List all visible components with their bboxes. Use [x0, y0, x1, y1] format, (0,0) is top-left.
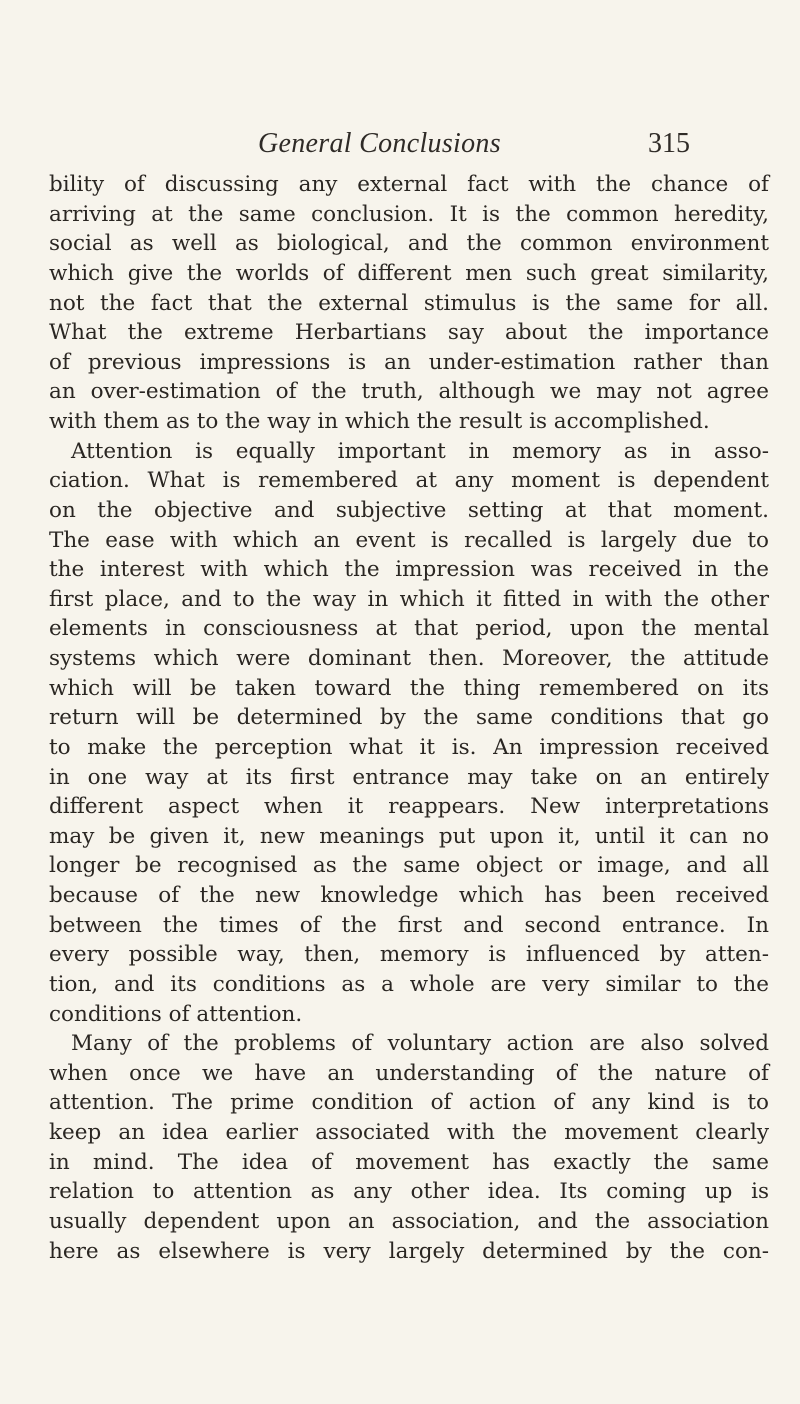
text-line: Attention is equally important in memory as in asso-	[71, 438, 769, 464]
text-line: ciation. What is remembered at any moment is dependent	[49, 468, 769, 494]
text-line: usually dependent upon an association, and the association	[49, 1208, 769, 1234]
text-line: the interest with which the impression was received in the	[49, 557, 769, 583]
body-text	[49, 170, 769, 1266]
page-number: 315	[648, 128, 690, 159]
text-line: when once we have an understanding of the nature of	[49, 1060, 769, 1086]
text-line: with them as to the way in which the result is accomplished.	[49, 409, 710, 434]
text-line: which will be taken toward the thing remembered on its	[49, 675, 769, 701]
text-line: keep an idea earlier associated with the movement clearly	[49, 1120, 769, 1145]
text-line: to make the perception what it is. An impression received	[49, 734, 769, 760]
text-line: return will be determined by the same conditions that go	[49, 705, 769, 731]
text-line: which give the worlds of different men such great similarity,	[49, 260, 769, 286]
text-line: different aspect when it reappears. New interpretations	[49, 794, 769, 820]
text-line: not the fact that the external stimulus is the same for all.	[49, 290, 769, 316]
text-line: an over-estimation of the truth, although we may not agree	[49, 379, 769, 405]
text-line: conditions of attention.	[49, 1001, 303, 1027]
text-line: in one way at its first entrance may take on an entirely	[49, 764, 769, 790]
text-line: between the times of the first and second entrance. In	[49, 912, 769, 938]
text-line: here as elsewhere is very largely determined by the con-	[49, 1238, 769, 1264]
text-line: longer be recognised as the same object or image, and all	[49, 853, 769, 879]
text-line: may be given it, new meanings put upon it, until it can no	[49, 823, 769, 849]
text-line: What the extreme Herbartians say about the importance	[49, 320, 769, 346]
text-line: The ease with which an event is recalled is largely due to	[49, 527, 769, 553]
text-line: first place, and to the way in which it fitted in with the other	[49, 586, 769, 612]
text-line: every possible way, then, memory is influenced by atten-	[49, 942, 769, 968]
running-title: General Conclusions	[258, 128, 501, 159]
text-line: in mind. The idea of movement has exactly the same	[49, 1149, 769, 1175]
page-header	[0, 128, 800, 168]
text-line: systems which were dominant then. Moreover, the attitude	[49, 646, 769, 671]
text-line: on the objective and subjective setting at that moment.	[49, 497, 769, 523]
text-line: of previous impressions is an under-estimation rather than	[49, 349, 769, 375]
text-line: social as well as biological, and the common environment	[49, 231, 769, 257]
text-line: Many of the problems of voluntary action are also solved	[71, 1031, 769, 1057]
text-line: arriving at the same conclusion. It is the common heredity,	[49, 201, 769, 227]
text-line: attention. The prime condition of action of any kind is to	[49, 1090, 769, 1116]
text-line: because of the new knowledge which has been received	[49, 883, 769, 908]
text-line: bility of discussing any external fact with the chance of	[49, 172, 769, 197]
text-line: relation to attention as any other idea. Its coming up is	[49, 1179, 769, 1205]
text-line: elements in consciousness at that period, upon the mental	[49, 616, 769, 642]
text-line: tion, and its conditions as a whole are very similar to the	[49, 971, 769, 997]
